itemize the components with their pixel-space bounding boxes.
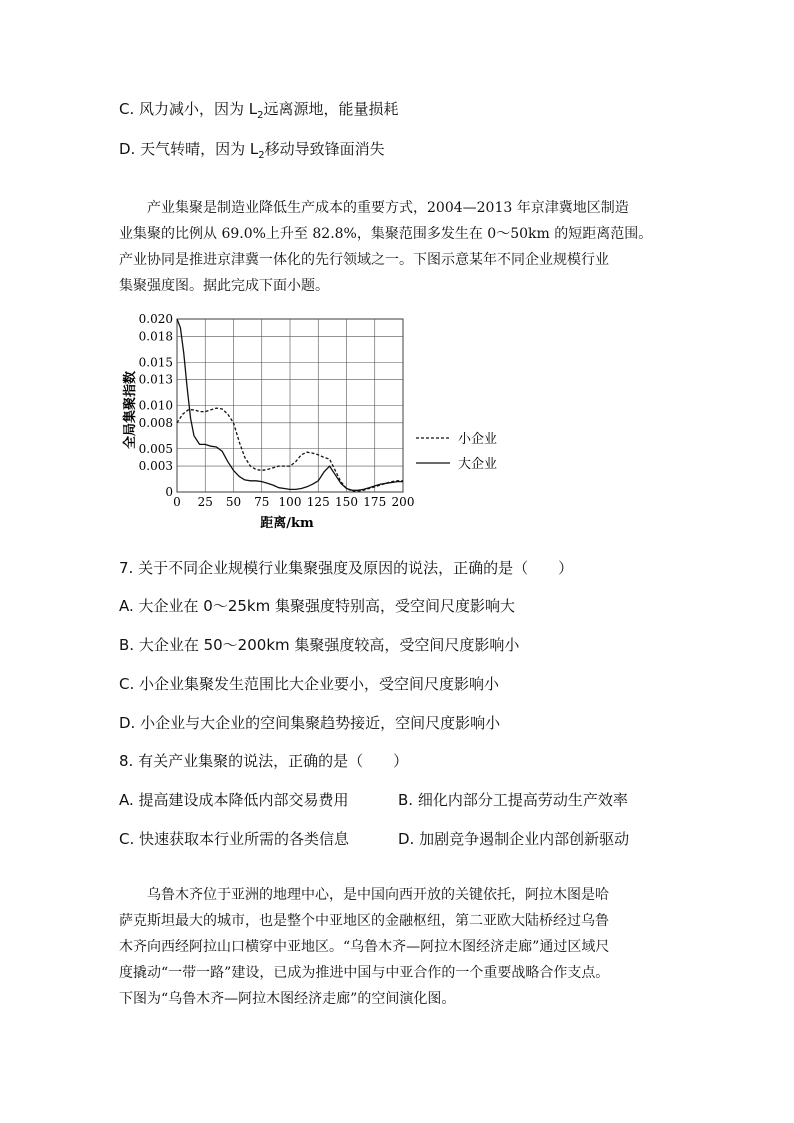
x-tick-label: 200	[391, 495, 415, 509]
passage-urumqi-almaty	[119, 882, 679, 1012]
x-axis-label: 距离/km	[260, 516, 314, 530]
x-tick-label: 75	[254, 495, 270, 509]
y-tick-label: 0.013	[138, 372, 173, 387]
q8-option-c: C. 快速获取本行业所需的各类信息	[119, 830, 350, 848]
q7-option-c: C. 小企业集聚发生范围比大企业要小，受空间尺度影响小	[119, 675, 500, 693]
x-tick-label: 125	[306, 495, 330, 509]
passage-line: 业集聚的比例从 69.0%上升至 82.8%，集聚范围多发生在 0～50km 的短距离范围。	[119, 226, 653, 242]
passage-line: 度撬动“一带一路”建设，已成为推进中国与中亚合作的一个重要战略合作支点。	[119, 965, 610, 981]
q7-option-a: A. 大企业在 0～25km 集聚强度特别高，受空间尺度影响大	[119, 597, 516, 615]
x-tick-label: 100	[278, 495, 302, 509]
x-tick-label: 0	[173, 495, 181, 509]
y-tick-label: 0.020	[138, 312, 173, 326]
option-6c: C. 风力减小，因为 $L_2$远离源地，能量损耗	[119, 100, 399, 121]
q7-option-b: B. 大企业在 50～200km 集聚强度较高，受空间尺度影响小	[119, 636, 520, 654]
q8-option-a: A. 提高建设成本降低内部交易费用	[119, 791, 349, 809]
passage-line: 集聚强度图。据此完成下面小题。	[119, 278, 329, 294]
q8-option-b: B. 细化内部分工提高劳动生产效率	[398, 791, 628, 809]
passage-line: 乌鲁木齐位于亚洲的地理中心，是中国向西开放的关键依托，阿拉木图是哈	[147, 887, 609, 903]
chart-grid	[177, 319, 403, 492]
option-6d: D. 天气转晴，因为 $L_2$移动导致锋面消失	[119, 140, 385, 161]
legend-label: 小企业	[458, 432, 498, 447]
passage-line: 木齐向西经阿拉山口横穿中亚地区。“乌鲁木齐—阿拉木图经济走廊”通过区域尺	[119, 939, 610, 955]
passage-line: 萨克斯坦最大的城市，也是整个中亚地区的金融枢纽，第二亚欧大陆桥经过乌鲁	[119, 913, 609, 929]
y-tick-label: 0.010	[138, 398, 173, 413]
x-tick-label: 150	[335, 495, 358, 509]
q7-stem: 7. 关于不同企业规模行业集聚强度及原因的说法，正确的是（ ）	[119, 559, 574, 577]
legend-label: 大企业	[458, 457, 498, 472]
passage-line: 产业协同是推进京津冀一体化的先行领域之一。下图示意某年不同企业规模行业	[119, 252, 609, 268]
y-tick-label: 0	[165, 485, 173, 499]
y-axis-label: 全局集聚指数	[123, 370, 138, 450]
chart-legend	[416, 431, 497, 472]
passage-industrial-agglomeration	[119, 195, 679, 299]
y-tick-label: 0.008	[138, 415, 173, 430]
passage-line: 下图为“乌鲁木齐—阿拉木图经济走廊”的空间演化图。	[119, 991, 456, 1007]
y-tick-label: 0.015	[138, 355, 173, 370]
y-tick-label: 0.003	[138, 459, 173, 474]
passage-line: 产业集聚是制造业降低生产成本的重要方式，2004—2013 年京津冀地区制造	[147, 200, 629, 216]
y-tick-label: 0.018	[138, 329, 173, 344]
x-tick-label: 175	[363, 495, 387, 509]
y-tick-label: 0.005	[138, 441, 173, 456]
q7-option-d: D. 小企业与大企业的空间集聚趋势接近，空间尺度影响小	[119, 714, 501, 732]
x-tick-label: 50	[225, 495, 242, 509]
q8-stem: 8. 有关产业集聚的说法，正确的是（ ）	[119, 752, 409, 770]
q8-option-d: D. 加剧竞争遏制企业内部创新驱动	[398, 830, 630, 848]
chart-ticks	[139, 312, 415, 509]
x-tick-label: 25	[197, 495, 213, 509]
agglomeration-chart	[110, 310, 530, 530]
